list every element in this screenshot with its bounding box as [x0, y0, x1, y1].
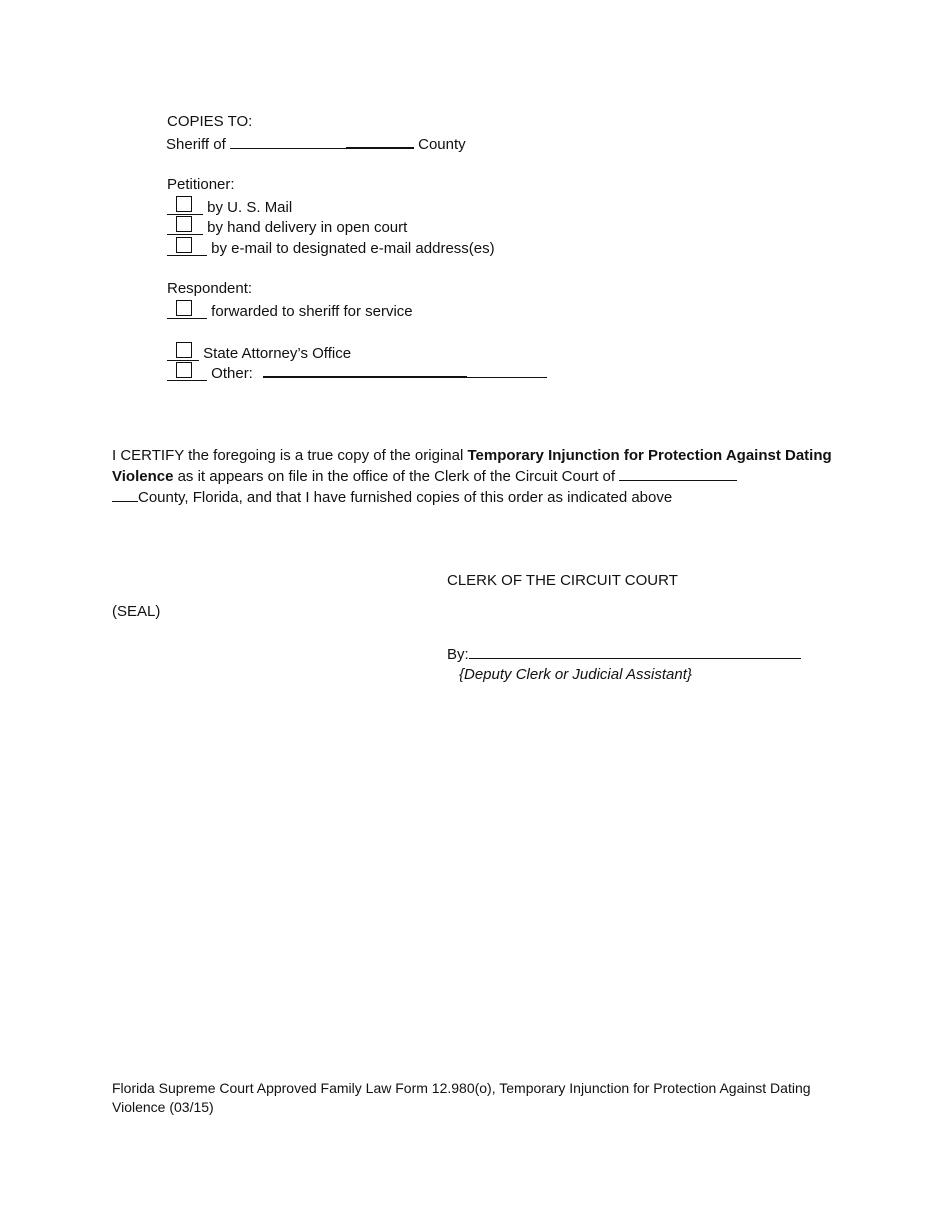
checkbox-state-attorney[interactable]	[167, 342, 199, 361]
petitioner-option-hand	[167, 216, 407, 238]
state-attorney-option	[167, 342, 351, 364]
checkbox-box-icon	[176, 216, 192, 232]
checkbox-us-mail[interactable]	[167, 196, 203, 215]
by-line	[447, 644, 801, 665]
certification-tail: County, Florida, and that I have furnished copies of this order as indicated above	[138, 489, 673, 506]
signer-role-text: {Deputy Clerk or Judicial Assistant}	[459, 666, 692, 683]
sheriff-line	[166, 133, 466, 155]
checkbox-other[interactable]	[167, 362, 207, 381]
form-footer: Florida Supreme Court Approved Family Law Form 12.980(o), Temporary Injunction for Protection Against Dating Violence (03/15)	[112, 1080, 811, 1115]
petitioner-option-mail	[167, 196, 292, 218]
petitioner-option-label: by U. S. Mail	[207, 199, 293, 216]
state-attorney-label: State Attorney’s Office	[203, 345, 352, 362]
sheriff-county-blank[interactable]	[230, 134, 346, 149]
respondent-option-sheriff	[167, 300, 413, 322]
checkbox-box-icon	[176, 362, 192, 378]
respondent-heading: Respondent:	[167, 280, 253, 297]
other-option	[167, 362, 547, 384]
circuit-county-blank-2[interactable]	[112, 487, 138, 502]
by-label: By:	[447, 646, 469, 663]
signer-role	[459, 665, 692, 685]
seal-label: (SEAL)	[112, 603, 161, 620]
checkbox-hand-delivery[interactable]	[167, 216, 203, 235]
certification-lead: I CERTIFY the foregoing is a true copy of the original	[112, 447, 464, 464]
petitioner-heading: Petitioner:	[167, 176, 235, 193]
petitioner-option-email	[167, 237, 495, 259]
checkbox-email[interactable]	[167, 237, 207, 256]
certification-form-title: Temporary Injunction for Protection Against Dating Violence	[112, 447, 832, 485]
sheriff-prefix: Sheriff of	[166, 136, 226, 153]
sheriff-suffix: County	[418, 136, 466, 153]
sheriff-county-blank-2[interactable]	[346, 133, 414, 149]
copies-heading: COPIES TO:	[167, 113, 253, 130]
clerk-title: CLERK OF THE CIRCUIT COURT	[447, 572, 678, 589]
checkbox-box-icon	[176, 196, 192, 212]
respondent-option-label: forwarded to sheriff for service	[211, 303, 413, 320]
other-label: Other:	[211, 365, 253, 382]
certification-middle: as it appears on file in the office of the Clerk of the Circuit Court of	[177, 468, 616, 485]
circuit-county-blank[interactable]	[619, 466, 737, 481]
petitioner-option-label: by hand delivery in open court	[207, 219, 408, 236]
other-blank[interactable]	[263, 362, 467, 378]
checkbox-forwarded-sheriff[interactable]	[167, 300, 207, 319]
signature-blank[interactable]	[469, 644, 801, 659]
certification-paragraph	[112, 445, 842, 508]
other-blank-2[interactable]	[467, 363, 547, 378]
petitioner-option-label: by e-mail to designated e-mail address(es)	[211, 240, 495, 257]
checkbox-box-icon	[176, 237, 192, 253]
checkbox-box-icon	[176, 300, 192, 316]
checkbox-box-icon	[176, 342, 192, 358]
